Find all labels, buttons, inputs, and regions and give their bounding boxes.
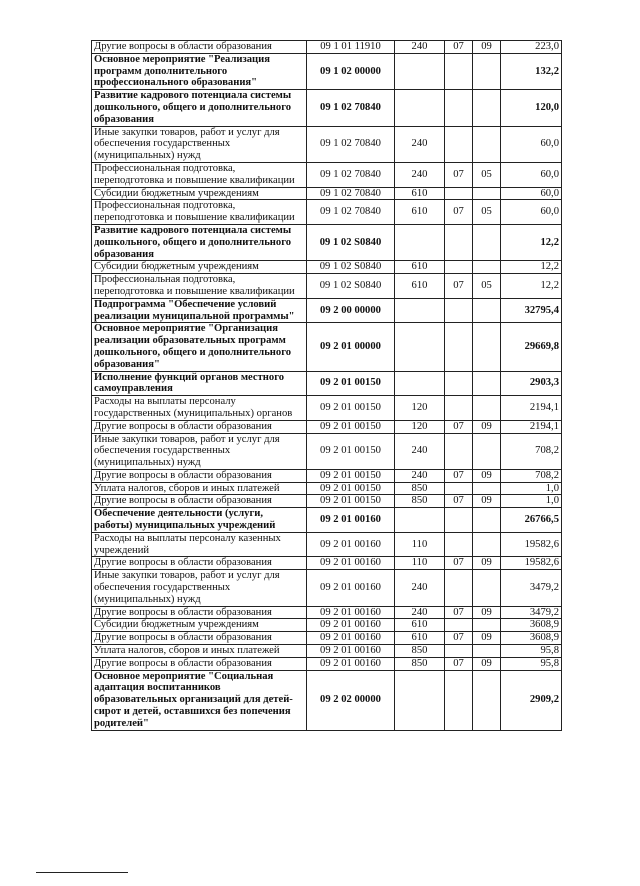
footnote-separator [36, 872, 128, 873]
expense-type-cell: 240 [395, 162, 445, 187]
expense-name-cell: Расходы на выплаты персоналу казенных учреждений [92, 532, 307, 557]
amount-cell: 3479,2 [501, 570, 562, 606]
target-code-cell: 09 2 00 00000 [307, 298, 395, 323]
amount-cell: 2194,1 [501, 420, 562, 433]
expense-type-cell: 610 [395, 632, 445, 645]
subsection-cell: 09 [473, 632, 501, 645]
section-cell [445, 224, 473, 260]
expense-type-cell: 610 [395, 200, 445, 225]
subsection-cell [473, 396, 501, 421]
expense-name-cell: Иные закупки товаров, работ и услуг для обеспечения государственных (муниципальных) нужд [92, 570, 307, 606]
table-row [92, 645, 562, 658]
table-row [92, 298, 562, 323]
target-code-cell: 09 1 02 70840 [307, 162, 395, 187]
expense-name-cell: Развитие кадрового потенциала системы дошкольного, общего и дополнительного образования [92, 224, 307, 260]
budget-table-body [92, 41, 562, 731]
expense-name-cell: Исполнение функций органов местного самоуправления [92, 371, 307, 396]
table-row [92, 90, 562, 126]
table-row [92, 657, 562, 670]
table-row [92, 396, 562, 421]
section-cell: 07 [445, 420, 473, 433]
amount-cell: 60,0 [501, 200, 562, 225]
table-row [92, 606, 562, 619]
amount-cell: 132,2 [501, 53, 562, 89]
expense-name-cell: Профессиональная подготовка, переподготовка и повышение квалификации [92, 274, 307, 299]
section-cell [445, 371, 473, 396]
expense-type-cell: 240 [395, 469, 445, 482]
expense-name-cell: Обеспечение деятельности (услуги, работы) муниципальных учреждений [92, 508, 307, 533]
expense-type-cell: 610 [395, 619, 445, 632]
expense-name-cell: Профессиональная подготовка, переподготовка и повышение квалификации [92, 162, 307, 187]
target-code-cell: 09 1 02 70840 [307, 90, 395, 126]
table-row [92, 274, 562, 299]
section-cell [445, 670, 473, 730]
section-cell: 07 [445, 469, 473, 482]
budget-table [91, 40, 562, 731]
target-code-cell: 09 1 02 S0840 [307, 274, 395, 299]
expense-type-cell: 110 [395, 532, 445, 557]
subsection-cell [473, 53, 501, 89]
target-code-cell: 09 2 01 00160 [307, 532, 395, 557]
section-cell: 07 [445, 41, 473, 54]
target-code-cell: 09 1 02 70840 [307, 200, 395, 225]
subsection-cell [473, 570, 501, 606]
amount-cell: 12,2 [501, 274, 562, 299]
section-cell: 07 [445, 495, 473, 508]
target-code-cell: 09 2 01 00150 [307, 420, 395, 433]
expense-name-cell: Подпрограмма "Обеспечение условий реализации муниципальной программы" [92, 298, 307, 323]
subsection-cell [473, 508, 501, 533]
expense-type-cell: 240 [395, 41, 445, 54]
table-row [92, 420, 562, 433]
expense-name-cell: Другие вопросы в области образования [92, 606, 307, 619]
target-code-cell: 09 2 01 00000 [307, 323, 395, 371]
table-row [92, 200, 562, 225]
target-code-cell: 09 2 01 00160 [307, 508, 395, 533]
amount-cell: 3479,2 [501, 606, 562, 619]
target-code-cell: 09 1 02 S0840 [307, 224, 395, 260]
expense-name-cell: Уплата налогов, сборов и иных платежей [92, 482, 307, 495]
expense-type-cell: 240 [395, 433, 445, 469]
subsection-cell: 09 [473, 469, 501, 482]
expense-name-cell: Основное мероприятие "Организация реализации образовательных программ дошкольного, общего и дополнительного образования" [92, 323, 307, 371]
expense-type-cell: 610 [395, 187, 445, 200]
target-code-cell: 09 2 01 00160 [307, 645, 395, 658]
table-row [92, 557, 562, 570]
subsection-cell [473, 90, 501, 126]
subsection-cell: 09 [473, 657, 501, 670]
subsection-cell: 05 [473, 274, 501, 299]
subsection-cell [473, 126, 501, 162]
subsection-cell [473, 645, 501, 658]
amount-cell: 26766,5 [501, 508, 562, 533]
table-row [92, 469, 562, 482]
target-code-cell: 09 2 01 00160 [307, 619, 395, 632]
expense-type-cell [395, 53, 445, 89]
target-code-cell: 09 2 01 00160 [307, 657, 395, 670]
expense-name-cell: Другие вопросы в области образования [92, 469, 307, 482]
table-row [92, 41, 562, 54]
target-code-cell: 09 1 02 00000 [307, 53, 395, 89]
subsection-cell: 09 [473, 495, 501, 508]
subsection-cell: 09 [473, 557, 501, 570]
subsection-cell [473, 482, 501, 495]
section-cell [445, 187, 473, 200]
section-cell [445, 433, 473, 469]
section-cell [445, 482, 473, 495]
amount-cell: 3608,9 [501, 632, 562, 645]
expense-name-cell: Иные закупки товаров, работ и услуг для обеспечения государственных (муниципальных) нужд [92, 433, 307, 469]
table-row [92, 224, 562, 260]
amount-cell: 95,8 [501, 645, 562, 658]
subsection-cell [473, 433, 501, 469]
section-cell [445, 126, 473, 162]
expense-type-cell: 240 [395, 570, 445, 606]
section-cell: 07 [445, 557, 473, 570]
table-row [92, 495, 562, 508]
amount-cell: 29669,8 [501, 323, 562, 371]
expense-type-cell [395, 90, 445, 126]
amount-cell: 2909,2 [501, 670, 562, 730]
target-code-cell: 09 2 01 00160 [307, 570, 395, 606]
expense-name-cell: Профессиональная подготовка, переподготовка и повышение квалификации [92, 200, 307, 225]
amount-cell: 60,0 [501, 126, 562, 162]
expense-name-cell: Развитие кадрового потенциала системы дошкольного, общего и дополнительного образования [92, 90, 307, 126]
section-cell [445, 396, 473, 421]
target-code-cell: 09 2 01 00160 [307, 557, 395, 570]
expense-name-cell: Субсидии бюджетным учреждениям [92, 619, 307, 632]
subsection-cell [473, 261, 501, 274]
table-row [92, 532, 562, 557]
amount-cell: 19582,6 [501, 557, 562, 570]
target-code-cell: 09 2 01 00160 [307, 632, 395, 645]
table-row [92, 570, 562, 606]
expense-type-cell: 850 [395, 482, 445, 495]
target-code-cell: 09 2 01 00150 [307, 396, 395, 421]
expense-name-cell: Субсидии бюджетным учреждениям [92, 261, 307, 274]
table-row [92, 482, 562, 495]
amount-cell: 60,0 [501, 187, 562, 200]
section-cell: 07 [445, 200, 473, 225]
amount-cell: 2903,3 [501, 371, 562, 396]
table-row [92, 433, 562, 469]
table-row [92, 162, 562, 187]
table-row [92, 632, 562, 645]
section-cell: 07 [445, 632, 473, 645]
expense-type-cell: 240 [395, 126, 445, 162]
amount-cell: 2194,1 [501, 396, 562, 421]
section-cell [445, 323, 473, 371]
expense-type-cell [395, 371, 445, 396]
section-cell: 07 [445, 162, 473, 187]
amount-cell: 120,0 [501, 90, 562, 126]
amount-cell: 3608,9 [501, 619, 562, 632]
amount-cell: 60,0 [501, 162, 562, 187]
table-row [92, 371, 562, 396]
expense-name-cell: Другие вопросы в области образования [92, 495, 307, 508]
subsection-cell: 05 [473, 200, 501, 225]
section-cell: 07 [445, 274, 473, 299]
subsection-cell [473, 532, 501, 557]
amount-cell: 1,0 [501, 482, 562, 495]
amount-cell: 12,2 [501, 224, 562, 260]
target-code-cell: 09 2 02 00000 [307, 670, 395, 730]
expense-name-cell: Основное мероприятие "Социальная адаптация воспитанников образовательных организаций для детей-сирот и детей, оставшихся без попечения родителей" [92, 670, 307, 730]
expense-type-cell: 110 [395, 557, 445, 570]
expense-type-cell: 850 [395, 645, 445, 658]
expense-type-cell: 240 [395, 606, 445, 619]
subsection-cell [473, 298, 501, 323]
amount-cell: 708,2 [501, 469, 562, 482]
expense-name-cell: Другие вопросы в области образования [92, 632, 307, 645]
subsection-cell [473, 371, 501, 396]
target-code-cell: 09 1 02 70840 [307, 126, 395, 162]
section-cell [445, 619, 473, 632]
expense-type-cell: 610 [395, 261, 445, 274]
expense-type-cell [395, 298, 445, 323]
section-cell: 07 [445, 606, 473, 619]
amount-cell: 12,2 [501, 261, 562, 274]
expense-name-cell: Субсидии бюджетным учреждениям [92, 187, 307, 200]
subsection-cell [473, 619, 501, 632]
target-code-cell: 09 2 01 00150 [307, 433, 395, 469]
expense-name-cell: Уплата налогов, сборов и иных платежей [92, 645, 307, 658]
target-code-cell: 09 2 01 00150 [307, 469, 395, 482]
subsection-cell [473, 224, 501, 260]
subsection-cell [473, 187, 501, 200]
subsection-cell [473, 670, 501, 730]
amount-cell: 95,8 [501, 657, 562, 670]
subsection-cell: 05 [473, 162, 501, 187]
target-code-cell: 09 2 01 00150 [307, 495, 395, 508]
target-code-cell: 09 2 01 00160 [307, 606, 395, 619]
section-cell [445, 90, 473, 126]
expense-type-cell: 610 [395, 274, 445, 299]
target-code-cell: 09 2 01 00150 [307, 482, 395, 495]
section-cell [445, 645, 473, 658]
amount-cell: 1,0 [501, 495, 562, 508]
target-code-cell: 09 2 01 00150 [307, 371, 395, 396]
table-row [92, 187, 562, 200]
table-row [92, 508, 562, 533]
expense-name-cell: Расходы на выплаты персоналу государственных (муниципальных) органов [92, 396, 307, 421]
subsection-cell: 09 [473, 41, 501, 54]
amount-cell: 708,2 [501, 433, 562, 469]
expense-type-cell [395, 670, 445, 730]
section-cell [445, 532, 473, 557]
section-cell: 07 [445, 657, 473, 670]
expense-name-cell: Другие вопросы в области образования [92, 557, 307, 570]
expense-name-cell: Основное мероприятие "Реализация программ дополнительного профессионального образования" [92, 53, 307, 89]
expense-type-cell [395, 323, 445, 371]
expense-name-cell: Другие вопросы в области образования [92, 41, 307, 54]
target-code-cell: 09 1 02 S0840 [307, 261, 395, 274]
table-row [92, 126, 562, 162]
subsection-cell: 09 [473, 606, 501, 619]
subsection-cell: 09 [473, 420, 501, 433]
amount-cell: 32795,4 [501, 298, 562, 323]
expense-type-cell: 120 [395, 420, 445, 433]
expense-type-cell: 850 [395, 657, 445, 670]
table-row [92, 323, 562, 371]
table-row [92, 261, 562, 274]
target-code-cell: 09 1 01 11910 [307, 41, 395, 54]
section-cell [445, 261, 473, 274]
expense-type-cell [395, 224, 445, 260]
target-code-cell: 09 1 02 70840 [307, 187, 395, 200]
expense-name-cell: Другие вопросы в области образования [92, 420, 307, 433]
expense-type-cell: 850 [395, 495, 445, 508]
expense-name-cell: Другие вопросы в области образования [92, 657, 307, 670]
expense-name-cell: Иные закупки товаров, работ и услуг для обеспечения государственных (муниципальных) нужд [92, 126, 307, 162]
section-cell [445, 508, 473, 533]
expense-type-cell [395, 508, 445, 533]
section-cell [445, 570, 473, 606]
amount-cell: 19582,6 [501, 532, 562, 557]
subsection-cell [473, 323, 501, 371]
expense-type-cell: 120 [395, 396, 445, 421]
amount-cell: 223,0 [501, 41, 562, 54]
section-cell [445, 53, 473, 89]
section-cell [445, 298, 473, 323]
table-row [92, 670, 562, 730]
table-row [92, 619, 562, 632]
table-row [92, 53, 562, 89]
